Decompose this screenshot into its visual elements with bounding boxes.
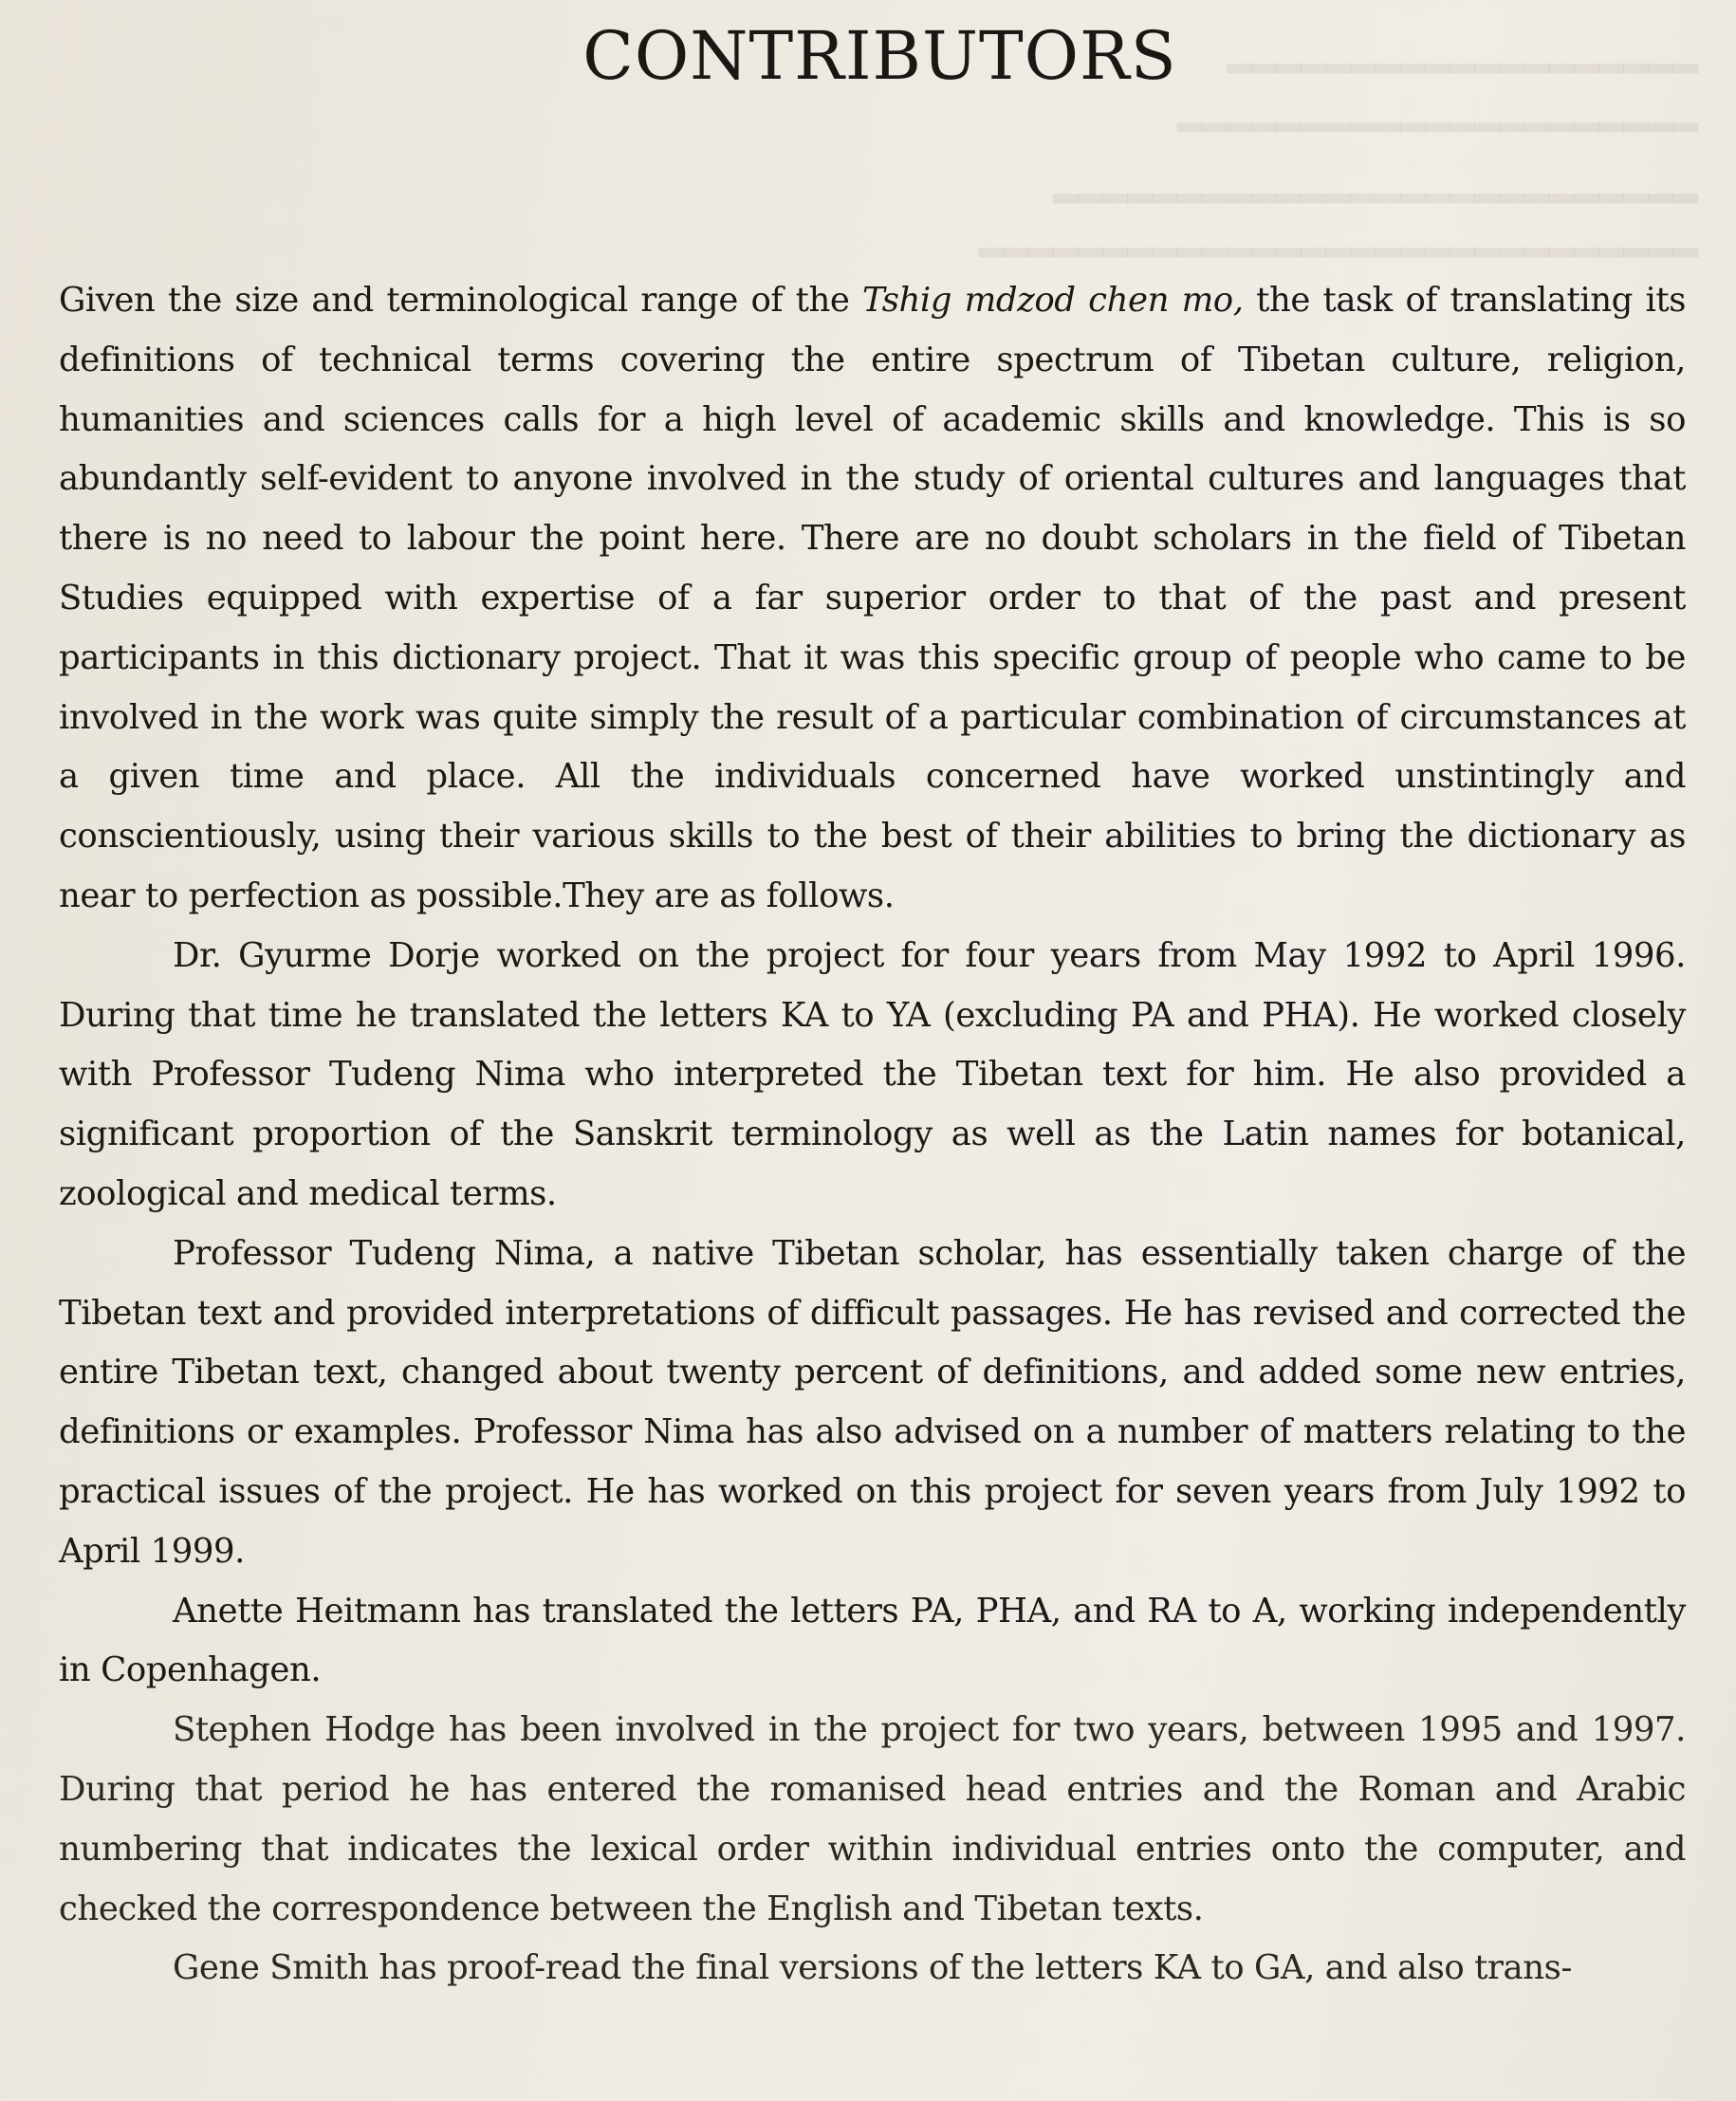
- book-title: Tshig mdzod chen mo,: [862, 281, 1244, 320]
- show-through-decoration: ▂▂▂▂▂▂▂▂▂▂▂▂▂▂▂▂▂▂▂: [1227, 38, 1698, 73]
- show-through-decoration: ▂▂▂▂▂▂▂▂▂▂▂▂▂▂▂▂▂▂▂▂▂▂▂▂▂▂▂▂▂: [978, 222, 1698, 257]
- intro-lead: Given the size and terminological range of the: [59, 281, 863, 320]
- page-title: CONTRIBUTORS: [582, 17, 1177, 95]
- contributor-paragraph-stephen-hodge: Stephen Hodge has been involved in the project for two years, between 1995 and 1997. During that period he has entered the romanised head entries and the Roman and Arabic numbering that indicates the lexical order within individual entries onto the computer, and checked the correspondence between the English and Tibetan texts.: [59, 1710, 1686, 1928]
- intro-paragraph: [59, 271, 1686, 927]
- contributor-paragraph-tudeng-nima: Professor Tudeng Nima, a native Tibetan scholar, has essentially taken charge of the Tibetan text and provided interpretations of difficult passages. He has revised and corrected the entire Tibetan text, changed about twenty percent of definitions, and added some new entries, definitions or examples. Professor Nima has also advised on a number of matters relating to the practical issues of the project. He has worked on this project for seven years from July 1992 to April 1999.: [59, 1233, 1686, 1571]
- contributor-paragraph-anette-heitmann: Anette Heitmann has translated the letters PA, PHA, and RA to A, working independently in Copenhagen.: [59, 1591, 1686, 1690]
- contributor-paragraph-gene-smith: Gene Smith has proof-read the final versions of the letters KA to GA, and also trans-: [173, 1948, 1572, 1988]
- contributor-paragraph-gyurme-dorje: Dr. Gyurme Dorje worked on the project for four years from May 1992 to April 1996. During that time he translated the letters KA to YA (excluding PA and PHA). He worked closely with Professor Tudeng Nima who interpreted the Tibetan text for him. He also provided a significant proportion of the Sanskrit terminology as well as the Latin names for botanical, zoological and medical terms.: [59, 935, 1686, 1213]
- show-through-decoration: ▂▂▂▂▂▂▂▂▂▂▂▂▂▂▂▂▂▂▂▂▂▂▂▂▂▂: [1053, 168, 1698, 203]
- show-through-decoration: ▂▂▂▂▂▂▂▂▂▂▂▂▂▂▂▂▂▂▂▂▂: [1176, 97, 1698, 132]
- body-text: [59, 271, 1686, 1999]
- intro-rest: the task of translating its definitions of technical terms covering the entire spectrum of Tibetan culture, religion, humanities and sciences calls for a high level of academic skills and knowledge. This is so abundantly self-evident to anyone involved in the study of oriental cultures and languages that there is no need to labour the point here. There are no doubt scholars in the field of Tibetan Studies equipped with expertise of a far superior order to that of the past and present participants in this dictionary project. That it was this specific group of people who came to be involved in the work was quite simply the result of a particular combination of circumstances at a given time and place. All the individuals concerned have worked unstintingly and conscientiously, using their various skills to the best of their abilities to bring the dictionary as near to perfection as possible.They are as follows.: [59, 281, 1686, 915]
